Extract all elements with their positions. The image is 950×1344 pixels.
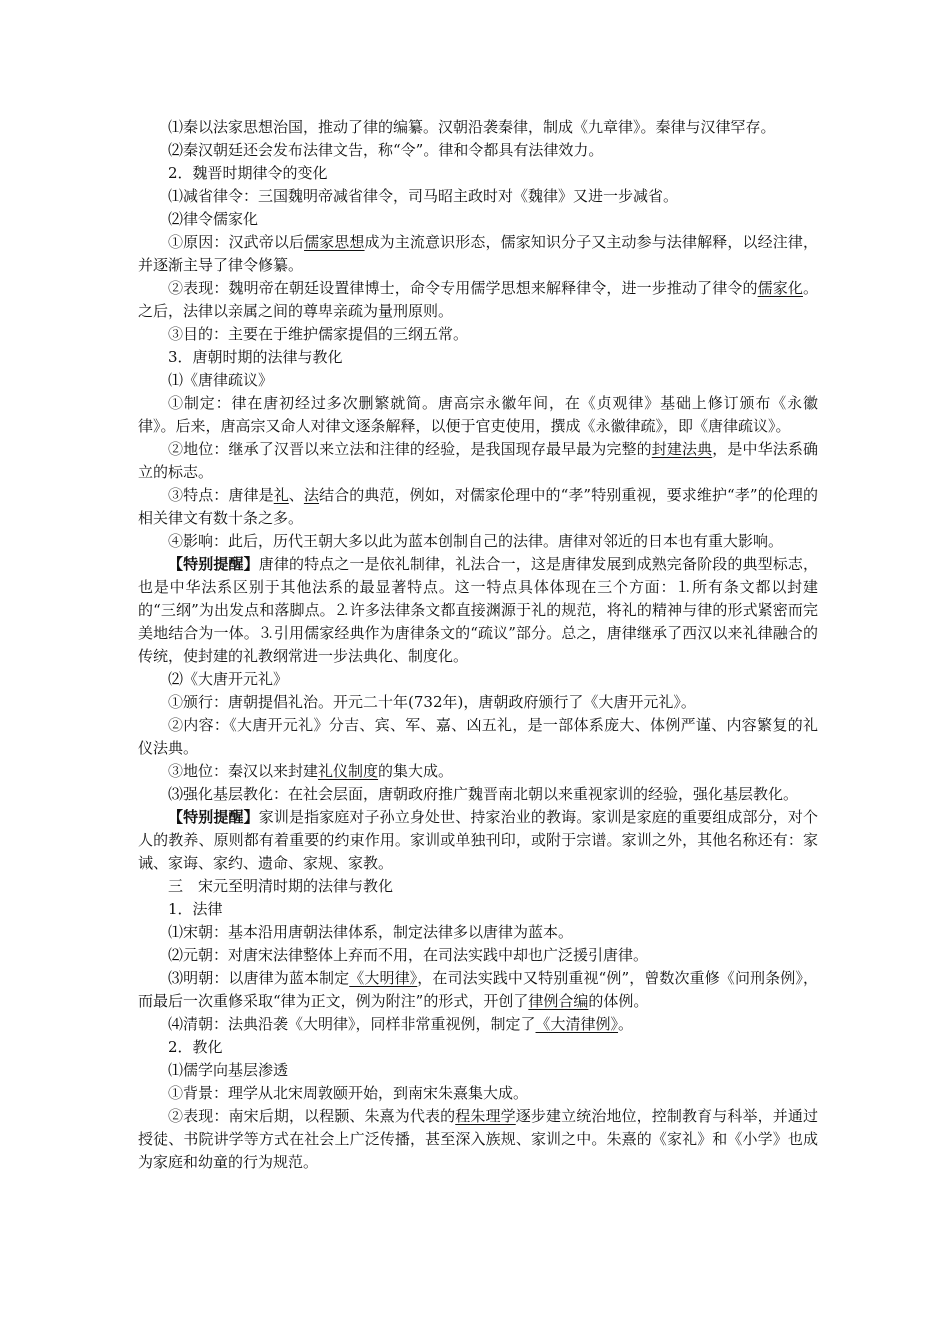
text-run: ①制定：律在唐初经过多次删繁就简。唐高宗永徽年间，在《贞观律》基础上修订颁布《永徽律》。后来，唐高宗又命人对律文逐条解释，以便于官吏使用，撰成《永徽律疏》，即《唐律疏议》。 [138, 394, 818, 435]
paragraph [138, 1013, 818, 1036]
paragraph [138, 116, 818, 139]
paragraph [138, 783, 818, 806]
text-run: ②表现：南宋后期，以程颢、朱熹为代表的 [168, 1107, 456, 1125]
underlined-term: 礼 [273, 486, 289, 504]
paragraph [138, 208, 818, 231]
paragraph [138, 1082, 818, 1105]
paragraph [138, 875, 818, 898]
text-run: 结合的典范，例如，对儒家伦理中的“孝”特别重视，要求维护“孝”的伦理的相关律文有数十条之多。 [138, 486, 818, 527]
paragraph [138, 530, 818, 553]
text-run: 、 [288, 486, 304, 504]
text-run: 的体例。 [588, 992, 649, 1010]
paragraph [138, 944, 818, 967]
paragraph [138, 967, 818, 1013]
paragraph [138, 760, 818, 783]
text-run: 2．魏晋时期律令的变化 [168, 164, 328, 182]
note-label: 【特别提醒】 [168, 555, 259, 573]
underlined-term: 程朱理学 [455, 1107, 516, 1125]
text-run: ②地位：继承了汉晋以来立法和注律的经验，是我国现存最早最为完整的 [168, 440, 652, 458]
text-run: ⑶强化基层教化：在社会层面，唐朝政府推广魏晋南北朝以来重视家训的经验，强化基层教化。 [168, 785, 799, 803]
text-run: ⑴减省律令：三国魏明帝减省律令，司马昭主政时对《魏律》又进一步减省。 [168, 187, 679, 205]
underlined-term: 法 [303, 486, 320, 504]
paragraph [138, 1059, 818, 1082]
text-run: ，是中华法系确立的标志。 [138, 440, 818, 481]
document-body [138, 116, 818, 1174]
text-run: 。之后，法律以亲属之间的尊卑亲疏为量刑原则。 [138, 279, 818, 320]
text-run: ②内容：《大唐开元礼》分吉、宾、军、嘉、凶五礼，是一部体系庞大、体例严谨、内容繁复的礼仪法典。 [138, 716, 818, 757]
paragraph [138, 553, 818, 668]
paragraph [138, 691, 818, 714]
text-run: ⑵元朝：对唐宋法律整体上弃而不用，在司法实践中却也广泛援引唐律。 [168, 946, 649, 964]
text-run: 的集大成。 [378, 762, 454, 780]
underlined-term: 礼仪制度 [318, 762, 379, 780]
text-run: ⑵律令儒家化 [168, 210, 259, 228]
text-run: ⑴儒学向基层渗透 [168, 1061, 289, 1079]
text-run: ④影响：此后，历代王朝大多以此为蓝本创制自己的法律。唐律对邻近的日本也有重大影响。 [168, 532, 784, 550]
text-run: 家训是指家庭对子孙立身处世、持家治业的教诲。家训是家庭的重要组成部分，对个人的教养、原则都有着重要的约束作用。家训或单独刊印，或附于宗谱。家训之外，其他名称还有：家诫、家诲、家约、遗命、家规、家教。 [138, 808, 818, 872]
paragraph [138, 392, 818, 438]
paragraph [138, 1105, 818, 1174]
text-run: 三 宋元至明清时期的法律与教化 [168, 877, 394, 895]
text-run: 2．教化 [168, 1038, 223, 1056]
text-run: ⑶明朝：以唐律为蓝本制定 [168, 969, 350, 987]
paragraph [138, 714, 818, 760]
text-run: 逐步建立统治地位，控制教育与科举，并通过授徒、书院讲学等方式在社会上广泛传播，甚至深入族规、家训之中。朱熹的《家礼》和《小学》也成为家庭和幼童的行为规范。 [138, 1107, 818, 1171]
text-run: ⑵《大唐开元礼》 [168, 670, 289, 688]
underlined-term: 儒家化 [757, 279, 803, 297]
underlined-term: 《大清律例》 [535, 1015, 619, 1033]
text-run: 1．法律 [168, 900, 223, 918]
paragraph [138, 806, 818, 875]
paragraph [138, 438, 818, 484]
text-run: ⑴《唐律疏议》 [168, 371, 274, 389]
paragraph [138, 921, 818, 944]
text-run: ⑴秦以法家思想治国，推动了律的编纂。汉朝沿袭秦律，制成《九章律》。秦律与汉律罕存。 [168, 118, 776, 136]
paragraph [138, 231, 818, 277]
paragraph [138, 1036, 818, 1059]
text-run: ⑴宋朝：基本沿用唐朝法律体系，制定法律多以唐律为蓝本。 [168, 923, 574, 941]
paragraph [138, 185, 818, 208]
text-run: ⑷清朝：法典沿袭《大明律》，同样非常重视例，制定了 [168, 1015, 536, 1033]
paragraph [138, 369, 818, 392]
paragraph [138, 898, 818, 921]
text-run: 成为主流意识形态，儒家知识分子又主动参与法律解释，以经注律，并逐渐主导了律令修纂。 [138, 233, 818, 274]
paragraph [138, 484, 818, 530]
text-run: ①背景：理学从北宋周敦颐开始，到南宋朱熹集大成。 [168, 1084, 529, 1102]
text-run: 唐律的特点之一是依礼制律，礼法合一，这是唐律发展到成熟完备阶段的典型标志，也是中华法系区别于其他法系的最显著特点。这一特点具体体现在三个方面：⒈所有条文都以封建的“三纲”为出发点和落脚点。⒉许多法律条文都直接渊源于礼的规范，将礼的精神与律的形式紧密而完美地结合为一体。⒊引用儒家经典作为唐律条文的“疏议”部分。总之，唐律继承了西汉以来礼律融合的传统，使封建的礼教纲常进一步法典化、制度化。 [138, 555, 818, 665]
underlined-term: 封建法典 [651, 440, 713, 458]
text-run: ①原因：汉武帝以后 [168, 233, 305, 251]
underlined-term: 律例合编 [528, 992, 589, 1010]
text-run: ，在司法实践中又特别重视“例”，曾数次重修《问刑条例》，而最后一次重修采取“律为正文，例为附注”的形式，开创了 [138, 969, 818, 1010]
paragraph [138, 346, 818, 369]
note-label: 【特别提醒】 [168, 808, 259, 826]
paragraph [138, 162, 818, 185]
text-run: 3．唐朝时期的法律与教化 [168, 348, 343, 366]
paragraph [138, 323, 818, 346]
paragraph [138, 139, 818, 162]
text-run: ③特点：唐律是 [168, 486, 274, 504]
text-run: ①颁行：唐朝提倡礼治。开元二十年(732年)，唐朝政府颁行了《大唐开元礼》。 [168, 693, 696, 711]
underlined-term: 儒家思想 [304, 233, 365, 251]
text-run: ②表现：魏明帝在朝廷设置律博士，命令专用儒学思想来解释律令，进一步推动了律令的 [168, 279, 758, 297]
text-run: ⑵秦汉朝廷还会发布法律文告，称“令”。律和令都具有法律效力。 [168, 141, 604, 159]
paragraph [138, 277, 818, 323]
text-run: 。 [618, 1015, 634, 1033]
underlined-term: 《大明律》 [349, 969, 418, 987]
text-run: ③地位：秦汉以来封建 [168, 762, 319, 780]
paragraph [138, 668, 818, 691]
text-run: ③目的：主要在于维护儒家提倡的三纲五常。 [168, 325, 469, 343]
